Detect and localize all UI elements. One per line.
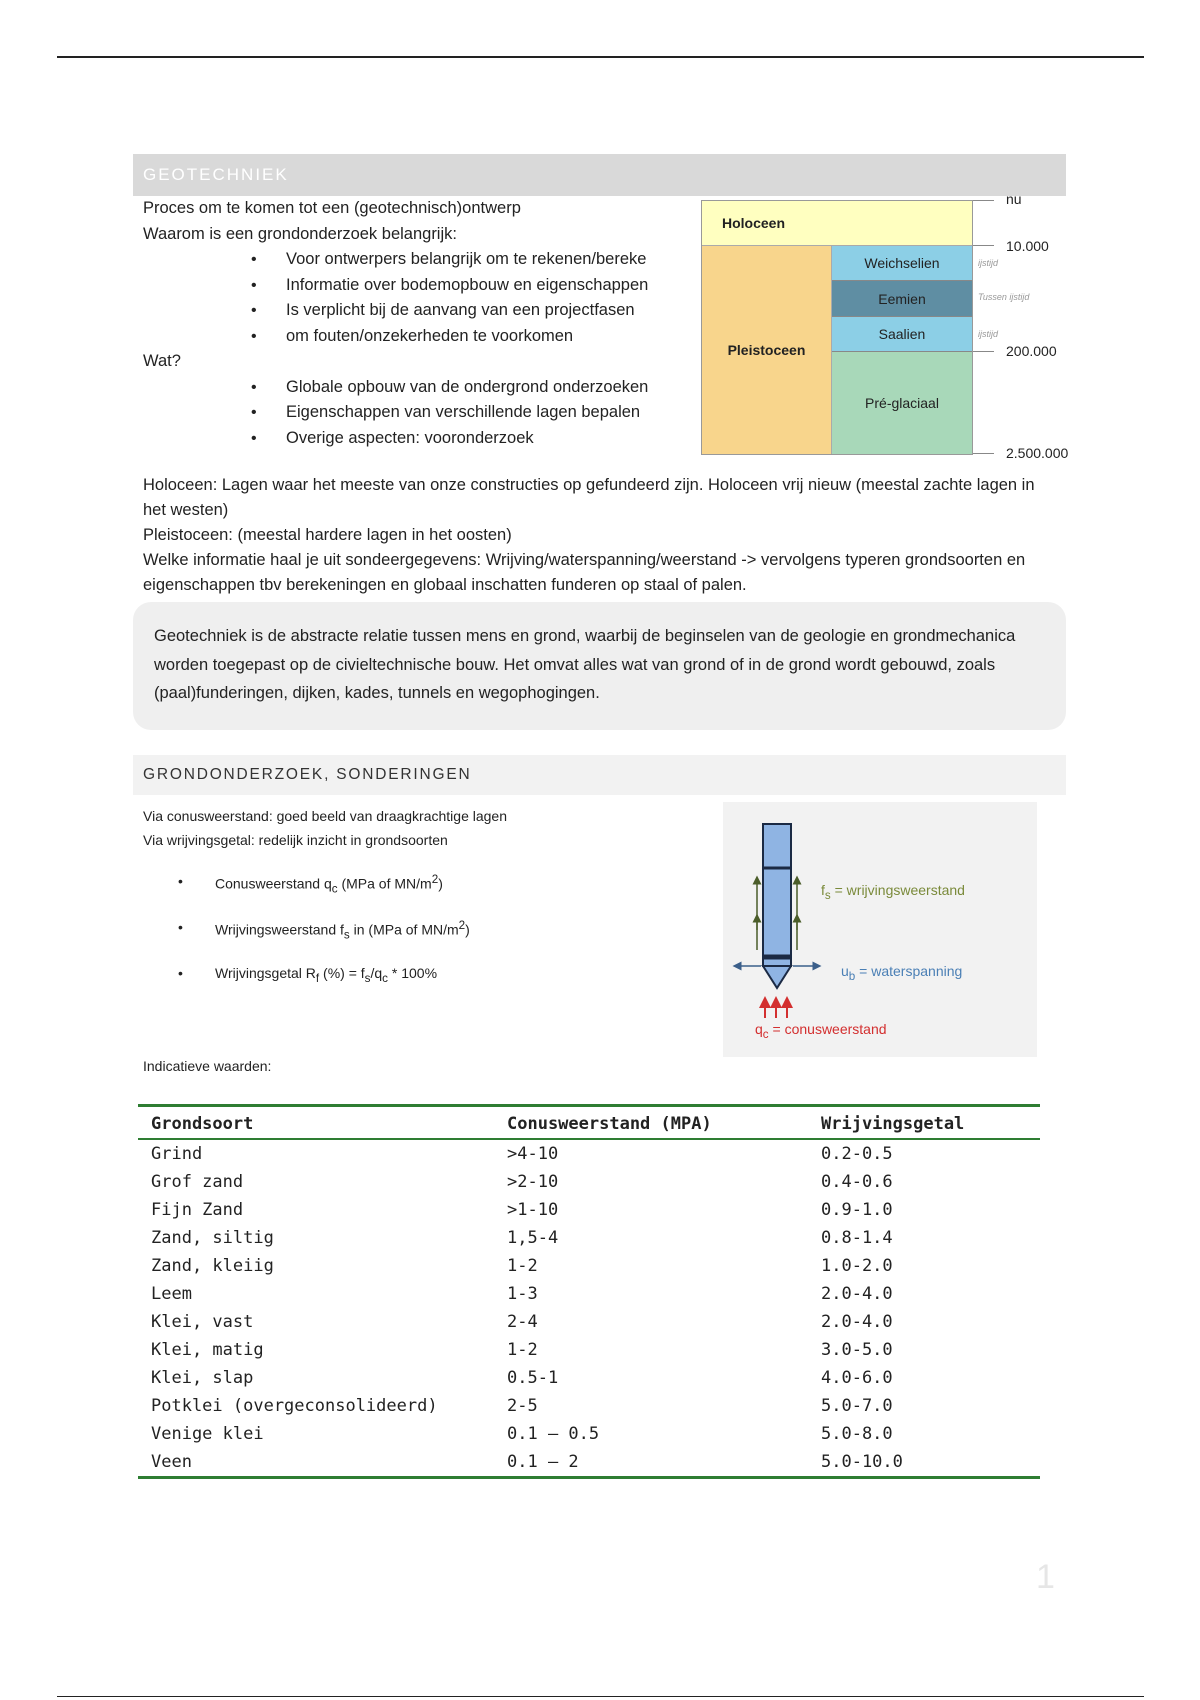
table-cell: Zand, siltig [151,1228,274,1248]
table-row [138,1196,1040,1224]
intro-line: Proces om te komen tot een (geotechnisch)ontwerp [143,199,521,217]
table-cell: 2.0-4.0 [821,1284,893,1304]
table-cell: 0.1 – 0.5 [507,1424,600,1444]
list-item: • Globale opbouw van de ondergrond onderzoeken [143,375,841,401]
list-item: • Wrijvingsgetal $R_f$ (%) = $f_s/q_c * 100\%$ [178,965,470,1011]
era-label: ijstijd [978,329,999,339]
table-cell: Fijn Zand [151,1200,244,1220]
table-row [138,1392,1040,1420]
table-cell: 1-2 [507,1256,538,1276]
table-cell: 0.5-1 [507,1368,559,1388]
list-item: • Conusweerstand $q_c$ (MPa of $MN/m^2$) [178,873,470,919]
table-cell: 1,5-4 [507,1228,559,1248]
paragraph: Welke informatie haal je uit sondeergegevens: Wrijving/waterspanning/weerstand -> vervolgens typeren grondsoorten en eigenschappen tbv berekeningen en globaal inschatten funderen op staal of palen. [143,551,1026,594]
pleistoceen-cell: Pleistoceen [702,246,832,454]
table-header-row [138,1106,1040,1140]
table-cell: 2-4 [507,1312,538,1332]
timescale-tick [973,245,994,246]
table-cell: 1.0-2.0 [821,1256,893,1276]
preglaciaal-cell: Pré-glaciaal [832,352,972,454]
list-item: • Voor ontwerpers belangrijk om te rekenen/bereke [143,247,841,273]
column-header: Conusweerstand (MPA) [507,1113,712,1134]
definition-callout: Geotechniek is de abstracte relatie tussen mens en grond, waarbij de beginselen van de geologie en grondmechanica worden toegepast op de civieltechnische bouw. Het omvat alles wat van grond of in de grond wordt gebouwd, zoals (paal)funderingen, dijken, kades, tunnels en wegophogingen. [133,602,1066,730]
list-item: • Eigenschappen van verschillende lagen bepalen [143,400,841,426]
soil-values-table [138,1104,1040,1479]
table-cell: Veen [151,1452,192,1472]
table-row [138,1448,1040,1478]
sondering-intro [143,804,507,852]
table-cell: 3.0-5.0 [821,1340,893,1360]
table-cell: 2-5 [507,1396,538,1416]
table-cell: Leem [151,1284,192,1304]
holoceen-cell: Holoceen [702,201,972,246]
table-row [138,1168,1040,1196]
column-header: Grondsoort [151,1113,254,1134]
table-cell: 0.2-0.5 [821,1144,893,1164]
table-cell: Grind [151,1144,203,1164]
cone-penetration-figure [723,802,1037,1057]
section-heading-geotechniek: GEOTECHNIEK [133,154,1066,196]
table-cell: Venige klei [151,1424,264,1444]
timescale-tick [973,453,994,454]
table-row [138,1336,1040,1364]
table-cell: 0.1 – 2 [507,1452,579,1472]
saalien-cell: Saalien [832,317,972,352]
table-cell: Grof zand [151,1172,244,1192]
table-cell: >2-10 [507,1172,559,1192]
tick-label: 200.000 [1006,343,1057,359]
what-label: Wat? [143,352,181,370]
table-cell: 5.0-7.0 [821,1396,893,1416]
intro-line: Via wrijvingsgetal: redelijk inzicht in grondsoorten [143,832,448,848]
fs-label: $f_s$ = wrijvingsweerstand [821,882,965,902]
weichselien-cell: Weichselien [832,246,972,281]
timescale-tick [973,200,994,201]
explanation-paragraphs [143,473,1043,598]
probe-cone [763,966,791,988]
quantity-list [178,873,470,1011]
table-cell: 1-3 [507,1284,538,1304]
table-cell: 1-2 [507,1340,538,1360]
timescale-tick [973,351,994,352]
table-cell: 4.0-6.0 [821,1368,893,1388]
table-row [138,1252,1040,1280]
tick-label: 10.000 [1006,238,1049,254]
era-label: Tussen ijstijd [978,292,1030,302]
table-cell: >1-10 [507,1200,559,1220]
list-item: • Wrijvingsweerstand $f_s$ in (MPa of $MN/m^2$) [178,919,470,965]
qc-label: $q_c$ = conusweerstand [755,1021,887,1041]
table-row [138,1308,1040,1336]
probe-diagram [723,802,1037,1057]
table-cell: Klei, vast [151,1312,254,1332]
table-row [138,1280,1040,1308]
geologic-timescale [701,200,973,455]
table-row [138,1420,1040,1448]
table-cell: Potklei (overgeconsolideerd) [151,1396,438,1416]
table-row [138,1224,1040,1252]
intro-line: Waarom is een grondonderzoek belangrijk: [143,224,457,243]
header-rule [57,56,1144,58]
probe-shaft [763,824,791,966]
table-cell: 0.8-1.4 [821,1228,893,1248]
table-cell: Klei, matig [151,1340,264,1360]
table-cell: 2.0-4.0 [821,1312,893,1332]
footer-rule [57,1696,1144,1697]
page-number: 1 [1036,1558,1055,1596]
table-cell: 5.0-10.0 [821,1452,903,1472]
table-cell: Zand, kleiig [151,1256,274,1276]
table-cell: 0.9-1.0 [821,1200,893,1220]
eemien-cell: Eemien [832,281,972,317]
table-row [138,1139,1040,1168]
table-cell: 5.0-8.0 [821,1424,893,1444]
indicative-values-label: Indicatieve waarden: [143,1058,272,1074]
paragraph: Holoceen: Lagen waar het meeste van onze constructies op gefundeerd zijn. Holoceen vrij nieuw (meestal zachte lagen in het westen) [143,476,1035,519]
paragraph: Pleistoceen: (meestal hardere lagen in het oosten) [143,526,512,544]
list-item: • om fouten/onzekerheden te voorkomen [143,324,841,350]
table-cell: 0.4-0.6 [821,1172,893,1192]
intro-line: Via conusweerstand: goed beeld van draagkrachtige lagen [143,808,507,824]
table-cell: Klei, slap [151,1368,254,1388]
list-item: • Informatie over bodemopbouw en eigenschappen [143,273,841,299]
column-header: Wrijvingsgetal [821,1113,965,1134]
table-row [138,1364,1040,1392]
tick-label: nu [1006,191,1022,207]
section-heading-sonderingen: GRONDONDERZOEK, SONDERINGEN [133,755,1066,795]
era-label: ijstijd [978,258,999,268]
tick-label: 2.500.000 [1006,445,1069,461]
list-item: • Is verplicht bij de aanvang van een projectfasen [143,298,841,324]
table-cell: >4-10 [507,1144,559,1164]
list-item: • Overige aspecten: vooronderzoek [143,426,841,452]
ub-label: $u_b$ = waterspanning [841,963,963,983]
